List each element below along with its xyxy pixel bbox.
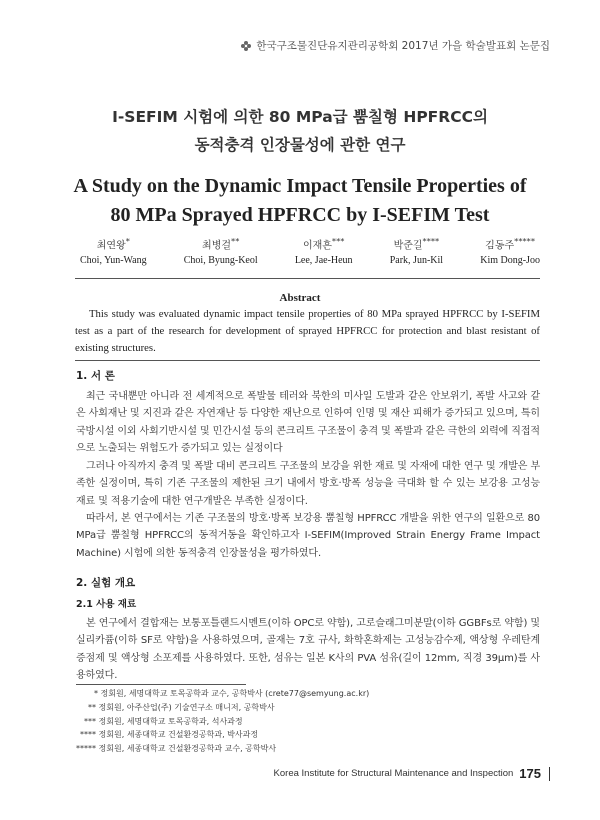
author-mark: *****	[514, 236, 535, 246]
korean-title-line1: I-SEFIM 시험에 의한 80 MPa급 뿜칠형 HPFRCC의	[112, 108, 488, 126]
journal-header	[240, 38, 550, 53]
author	[390, 236, 443, 266]
author-name-en: Choi, Byung-Keol	[183, 255, 258, 267]
author-name-ko: 이재흔	[302, 240, 332, 252]
footnote-divider	[76, 684, 246, 685]
author-name-ko: 최연왕	[96, 240, 126, 252]
author-list	[80, 236, 540, 266]
intro-paragraph-2: 그러나 아직까지 충격 및 폭발 대비 콘크리트 구조물의 보강을 위한 재료 및 자재에 대한 연구 및 개발은 부족한 실정이며, 특히 기존 구조물의 제한된 크기 내에서 방호·방폭 성능을 극대화 할 수 있는 보강용 고성능 재료 및 적용기술에 대한 연구개발은 부족한 실정이다.	[76, 461, 540, 507]
flower-logo-icon	[240, 40, 252, 52]
author-name-en: Kim Dong-Joo	[480, 255, 540, 267]
divider	[75, 278, 540, 279]
author-name-ko: 최병걸	[202, 240, 232, 252]
footnote: * 정회원, 세명대학교 토목공학과 교수, 공학박사 (crete77@semyung.ac.kr)	[94, 689, 370, 698]
author-name-en: Choi, Yun-Wang	[80, 255, 147, 267]
author-name-en: Lee, Jae-Heun	[294, 255, 353, 267]
author	[184, 236, 258, 266]
english-title-line2: 80 MPa Sprayed HPFRCC by I-SEFIM Test	[110, 204, 490, 226]
intro-paragraph-3: 따라서, 본 연구에서는 기존 구조물의 방호·방폭 보강용 뿜칠형 HPFRCC 개발을 위한 연구의 일환으로 80 MPa급 뿜칠형 HPFRCC의 동적거동을 확인하고자 I-SEFIM(Improved Strain Energy Frame Impact Machine) 시험에 의한 동적충격 인장물성을 평가하였다.	[76, 513, 540, 559]
section-heading-intro: 1. 서 론	[76, 370, 115, 382]
journal-name: 한국구조물진단유지관리공학회 2017년 가을 학술발표회 논문집	[256, 40, 550, 52]
author-mark: ****	[422, 236, 440, 246]
english-title	[0, 172, 600, 230]
footnote: ** 정회원, 아주산업(주) 기술연구소 매니저, 공학박사	[88, 702, 275, 712]
footnotes	[76, 687, 540, 756]
footer-bar	[549, 767, 550, 781]
divider	[75, 360, 540, 361]
section-heading-experiment: 2. 실험 개요	[76, 577, 136, 589]
page-number: 175	[519, 766, 541, 781]
korean-title-line2: 동적충격 인장물성에 관한 연구	[194, 136, 406, 154]
author-name-en: Park, Jun-Kil	[389, 255, 444, 267]
author	[80, 236, 147, 266]
abstract-heading: Abstract	[279, 292, 321, 304]
english-title-line1: A Study on the Dynamic Impact Tensile Properties of	[73, 175, 527, 197]
page-footer	[274, 766, 550, 781]
author	[480, 236, 540, 266]
footnote: *** 정회원, 세명대학교 토목공학과, 석사과정	[84, 716, 243, 726]
author	[295, 236, 353, 266]
footnote: ***** 정회원, 세종대학교 건설환경공학과 교수, 공학박사	[76, 744, 277, 754]
author-mark: ***	[331, 236, 345, 246]
author-mark: **	[231, 236, 240, 246]
abstract-text: This study was evaluated dynamic impact tensile properties of 80 MPa sprayed HPFRCC by I-SEFIM test as a part of the research for development of sprayed HPFRCC for protection and blast resistant of existing structures.	[75, 308, 540, 354]
author-name-ko: 김동주	[485, 240, 515, 252]
author-mark: *	[125, 236, 130, 246]
intro-paragraph-1: 최근 국내뿐만 아니라 전 세계적으로 폭발물 테러와 북한의 미사일 도발과 같은 안보위기, 폭발 사고와 같은 사회재난 및 지진과 같은 자연재난 등 다양한 재난으로 인하여 인명 및 재산 피해가 증가되고 있으며, 특히 국방시설 이외 사회기반시설 및 민간시설 등의 콘크리트 구조물이 충격 및 폭발과 같은 극한의 외력에 직접적으로 노출되는 위험도가 증가되고 있는 실정이다	[76, 391, 540, 454]
author-name-ko: 박준길	[393, 240, 423, 252]
subsection-heading-materials: 2.1 사용 재료	[76, 599, 137, 610]
korean-title	[0, 103, 600, 159]
footer-institute: Korea Institute for Structural Maintenance and Inspection	[273, 768, 514, 779]
footnote: **** 정회원, 세종대학교 건설환경공학과, 박사과정	[80, 730, 259, 740]
materials-paragraph: 본 연구에서 결합재는 보통포틀랜드시멘트(이하 OPC로 약함), 고로슬래그미분말(이하 GGBFs로 약함) 및 실리카퓸(이하 SF로 약함)을 사용하였으며, 골재는 7호 규사, 화학혼화제는 고성능감수제, 액상형 우레탄계 증점제 및 액상형 소포제를 사용하였다. 또한, 섬유는 일본 K사의 PVA 섬유(길이 12mm, 직경 39μm)를 사용하였다.	[76, 618, 540, 681]
